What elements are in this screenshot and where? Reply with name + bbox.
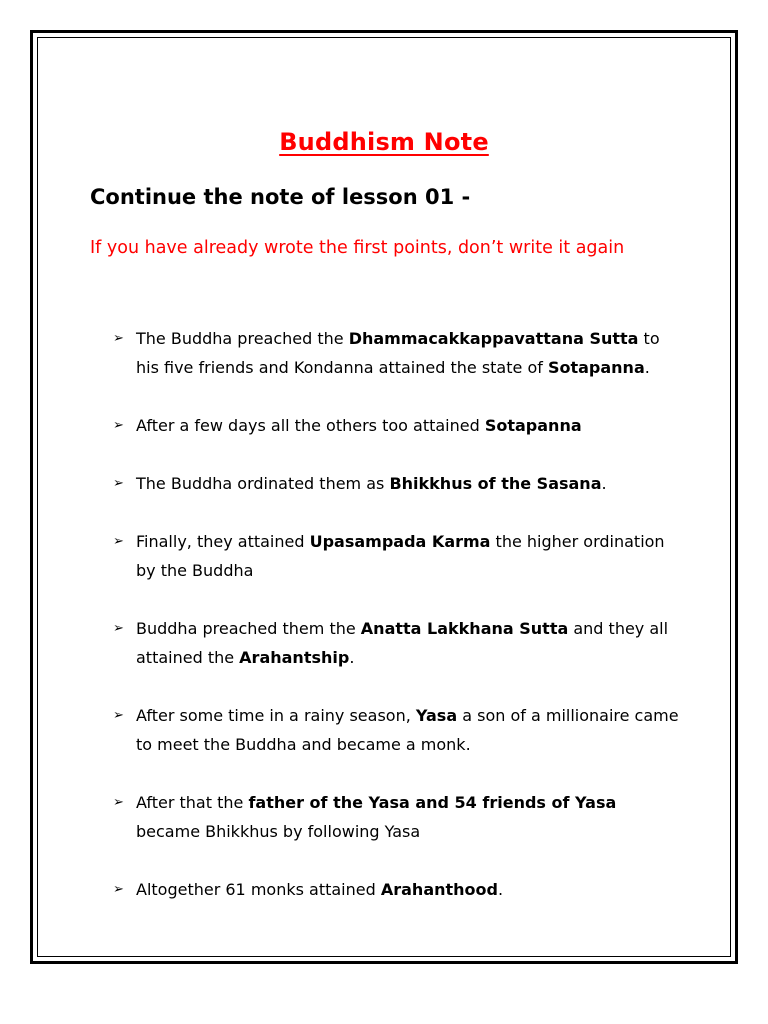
- text-run: a son of a millionaire came to meet the Buddha and became a monk.: [136, 706, 679, 754]
- bold-term: father of the Yasa and 54 friends of Yasa: [248, 793, 617, 812]
- bold-term: Anatta Lakkhana Sutta: [360, 619, 569, 638]
- bold-term: Sotapanna: [547, 358, 645, 377]
- text-run: to his five friends and Kondanna attained the state of: [136, 329, 660, 377]
- text-run: After some time in a rainy season,: [136, 706, 416, 725]
- text-run: became Bhikkhus by following Yasa: [136, 822, 421, 841]
- arrow-bullet-icon: ➢: [113, 418, 124, 433]
- text-run: Altogether 61 monks attained: [136, 880, 381, 899]
- arrow-bullet-icon: ➢: [113, 708, 124, 723]
- text-run: The Buddha preached the: [136, 329, 349, 348]
- bold-term: Upasampada Karma: [309, 532, 491, 551]
- bold-term: Dhammacakkappavattana Sutta: [348, 329, 639, 348]
- text-run: After that the: [136, 793, 249, 812]
- text-run: .: [349, 648, 355, 667]
- text-run: .: [497, 880, 504, 899]
- arrow-bullet-icon: ➢: [113, 534, 124, 549]
- text-run: Finally, they attained: [136, 532, 310, 551]
- instruction-text: If you have already wrote the first points, don’t write it again: [90, 238, 625, 258]
- text-run: .: [644, 358, 650, 377]
- text-run: Buddha preached them the: [136, 619, 361, 638]
- text-run: After a few days all the others too attained: [136, 416, 485, 435]
- text-run: .: [601, 474, 607, 493]
- bold-term: Sotapanna: [484, 416, 582, 435]
- arrow-bullet-icon: ➢: [113, 621, 124, 636]
- arrow-bullet-icon: ➢: [113, 476, 124, 491]
- bold-term: Arahanthood: [380, 880, 498, 899]
- arrow-bullet-icon: ➢: [113, 882, 124, 897]
- text-run: The Buddha ordinated them as: [136, 474, 390, 493]
- text-run: the higher ordination by the Buddha: [136, 532, 665, 580]
- arrow-bullet-icon: ➢: [113, 795, 124, 810]
- document-title: Buddhism Note: [279, 128, 489, 156]
- bold-term: Yasa: [415, 706, 458, 725]
- bold-term: Bhikkhus of the Sasana: [389, 474, 602, 493]
- text-run: and they all attained the: [136, 619, 669, 667]
- arrow-bullet-icon: ➢: [113, 331, 124, 346]
- bold-term: Arahantship: [239, 648, 350, 667]
- page-border-inner: [37, 37, 731, 957]
- document-subtitle: Continue the note of lesson 01 -: [90, 185, 471, 209]
